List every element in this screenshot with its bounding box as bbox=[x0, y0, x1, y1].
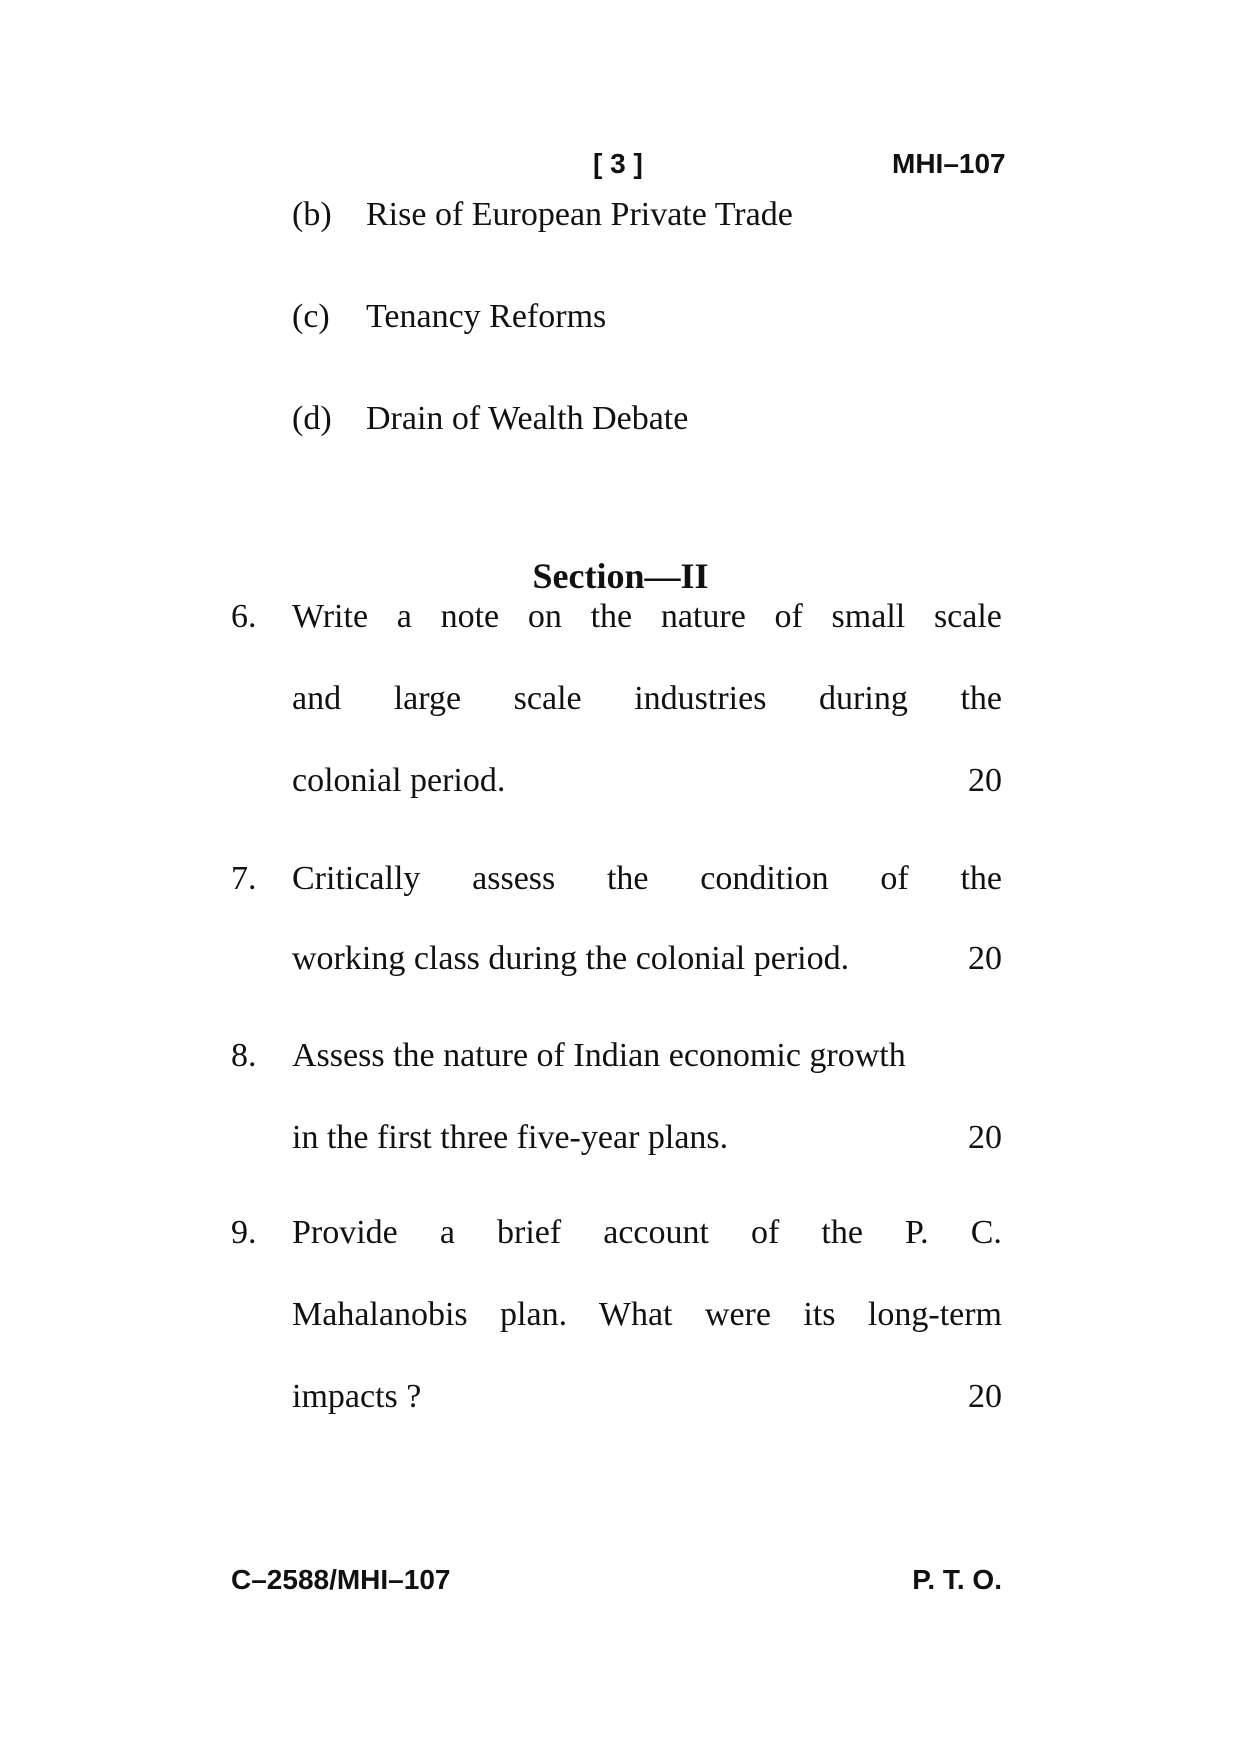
word: and bbox=[292, 680, 342, 717]
word: of bbox=[774, 598, 803, 635]
word: small bbox=[831, 598, 906, 635]
subitem-b bbox=[292, 196, 793, 234]
subitem-label: (b) bbox=[292, 196, 332, 233]
word: scale bbox=[513, 680, 582, 717]
word: nature bbox=[660, 598, 746, 635]
question-number: 6. bbox=[231, 598, 257, 635]
word: the bbox=[606, 860, 649, 897]
question-9-line-3: impacts ? bbox=[292, 1378, 422, 1415]
subitem-d bbox=[292, 400, 688, 438]
subitem-label: (c) bbox=[292, 298, 330, 335]
subitem-c bbox=[292, 298, 606, 336]
marks: 20 bbox=[968, 1378, 1002, 1415]
word: brief bbox=[497, 1214, 562, 1251]
word: a bbox=[439, 1214, 455, 1251]
question-7-line-2: working class during the colonial period. bbox=[292, 940, 850, 977]
subitem-label: (d) bbox=[292, 400, 332, 437]
page-number: [ 3 ] bbox=[593, 148, 643, 179]
marks: 20 bbox=[968, 1119, 1002, 1156]
marks: 20 bbox=[968, 762, 1002, 799]
word: scale bbox=[933, 598, 1002, 635]
question-number: 9. bbox=[231, 1214, 257, 1251]
word: large bbox=[393, 680, 462, 717]
question-7-line-1 bbox=[292, 860, 1002, 898]
word: Provide bbox=[292, 1214, 398, 1251]
marks: 20 bbox=[968, 940, 1002, 977]
question-9-line-1 bbox=[292, 1214, 1002, 1252]
subitem-text: Drain of Wealth Debate bbox=[366, 400, 689, 437]
word: account bbox=[603, 1214, 709, 1251]
word: a bbox=[396, 598, 412, 635]
section-heading: Section—II bbox=[532, 556, 709, 596]
question-6-line-2 bbox=[292, 680, 1002, 718]
word: of bbox=[880, 860, 909, 897]
question-9-line-2: Mahalanobis plan. What were its long-term bbox=[292, 1296, 1002, 1333]
question-number: 8. bbox=[231, 1037, 257, 1074]
subitem-text: Tenancy Reforms bbox=[366, 298, 607, 335]
paper-code: MHI–107 bbox=[892, 148, 1006, 179]
word: P. bbox=[905, 1214, 929, 1251]
word: note bbox=[440, 598, 500, 635]
word: assess bbox=[472, 860, 556, 897]
word: the bbox=[821, 1214, 863, 1251]
footer-code: C–2588/MHI–107 bbox=[231, 1564, 451, 1595]
subitem-text: Rise of European Private Trade bbox=[366, 196, 793, 233]
word: the bbox=[960, 680, 1002, 717]
question-6-line-3: colonial period. bbox=[292, 762, 506, 799]
word: Critically bbox=[292, 860, 421, 897]
word: industries bbox=[634, 680, 767, 717]
question-8-line-1: Assess the nature of Indian economic growth bbox=[292, 1037, 906, 1074]
question-number: 7. bbox=[231, 860, 257, 897]
word: Write bbox=[292, 598, 369, 635]
word: the bbox=[960, 860, 1002, 897]
question-6-line-1 bbox=[292, 598, 1002, 636]
question-8-line-2: in the first three five-year plans. bbox=[292, 1119, 729, 1156]
word: condition bbox=[700, 860, 829, 897]
pto-label: P. T. O. bbox=[912, 1564, 1002, 1595]
word: of bbox=[751, 1214, 780, 1251]
word: on bbox=[527, 598, 562, 635]
word: the bbox=[590, 598, 633, 635]
word: during bbox=[819, 680, 908, 717]
word: C. bbox=[970, 1214, 1002, 1251]
